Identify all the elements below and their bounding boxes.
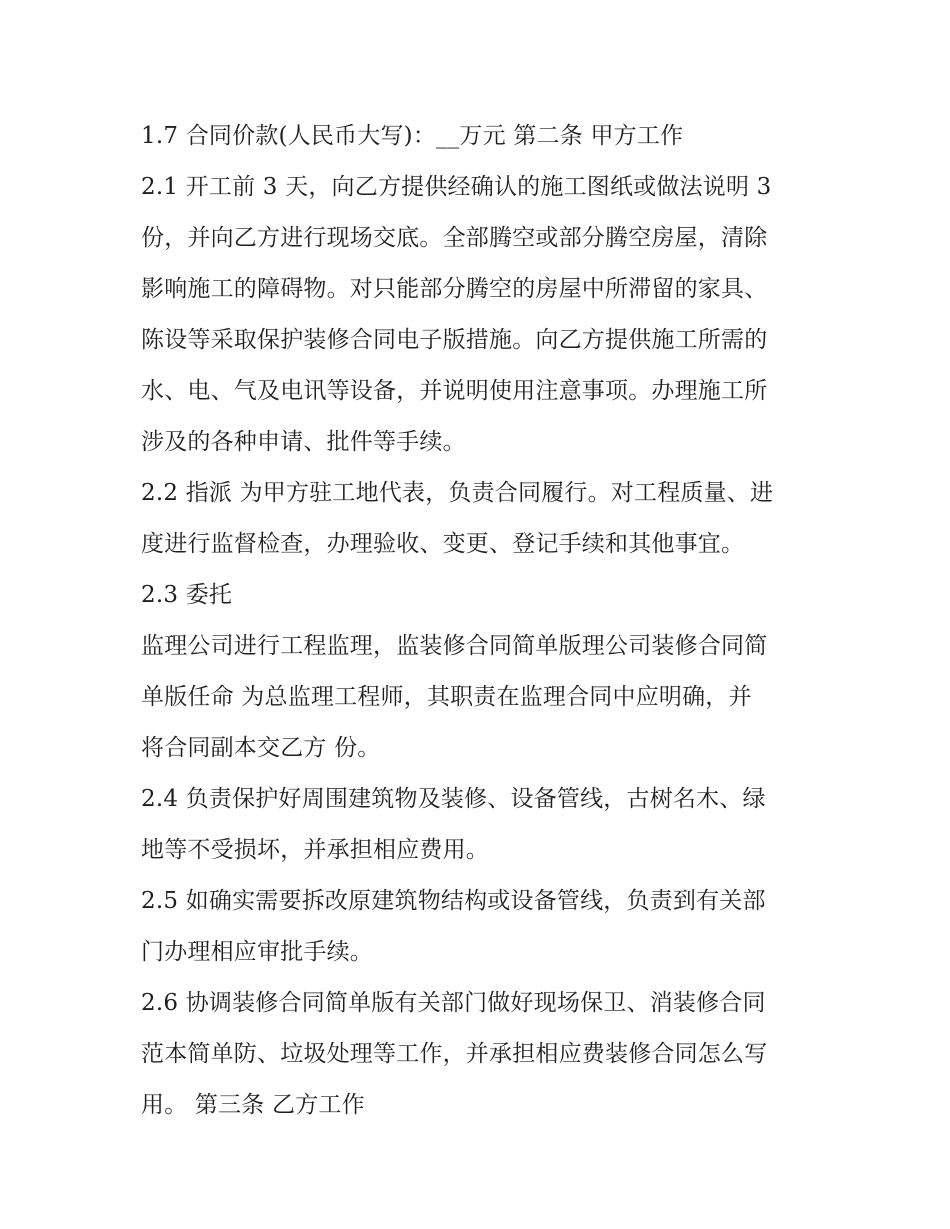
text-line: 度进行监督检查，办理验收、变更、登记手续和其他事宜。 [141,531,745,557]
text-line: 2.1 开工前 3 天，向乙方提供经确认的施工图纸或做法说明 3 [141,174,772,200]
text-line: 2.6 协调装修合同简单版有关部门做好现场保卫、消装修合同 [141,990,766,1016]
text-line: 单版任命 为总监理工程师，其职责在监理合同中应明确，并 [141,684,752,710]
text-line: 陈设等采取保护装修合同电子版措施。向乙方提供施工所需的 [141,327,768,353]
text-line: 2.3 委托 [141,582,233,608]
text-line: 水、电、气及电讯等设备，并说明使用注意事项。办理施工所 [141,378,768,404]
text-line: 地等不受损坏，并承担相应费用。 [141,837,489,863]
text-line: 涉及的各种申请、批件等手续。 [141,429,466,455]
text-line: 门办理相应审批手续。 [141,939,373,965]
text-line: 监理公司进行工程监理，监装修合同简单版理公司装修合同简 [141,633,768,659]
text-line: 影响施工的障碍物。对只能部分腾空的房屋中所滞留的家具、 [141,276,768,302]
text-line: 范本简单防、垃圾处理等工作，并承担相应费装修合同怎么写 [141,1041,768,1067]
text-line: 1.7 合同价款(人民币大写)：__万元 第二条 甲方工作 [141,123,684,149]
text-line: 2.2 指派 为甲方驻工地代表，负责合同履行。对工程质量、进 [141,480,774,506]
text-line: 2.4 负责保护好周围建筑物及装修、设备管线，古树名木、绿 [141,786,766,812]
text-line: 份，并向乙方进行现场交底。全部腾空或部分腾空房屋，清除 [141,225,768,251]
text-line: 用。 第三条 乙方工作 [141,1092,365,1118]
contract-text [141,111,821,1131]
text-line: 2.5 如确实需要拆改原建筑物结构或设备管线，负责到有关部 [141,888,766,914]
text-line: 将合同副本交乙方 份。 [141,735,381,761]
